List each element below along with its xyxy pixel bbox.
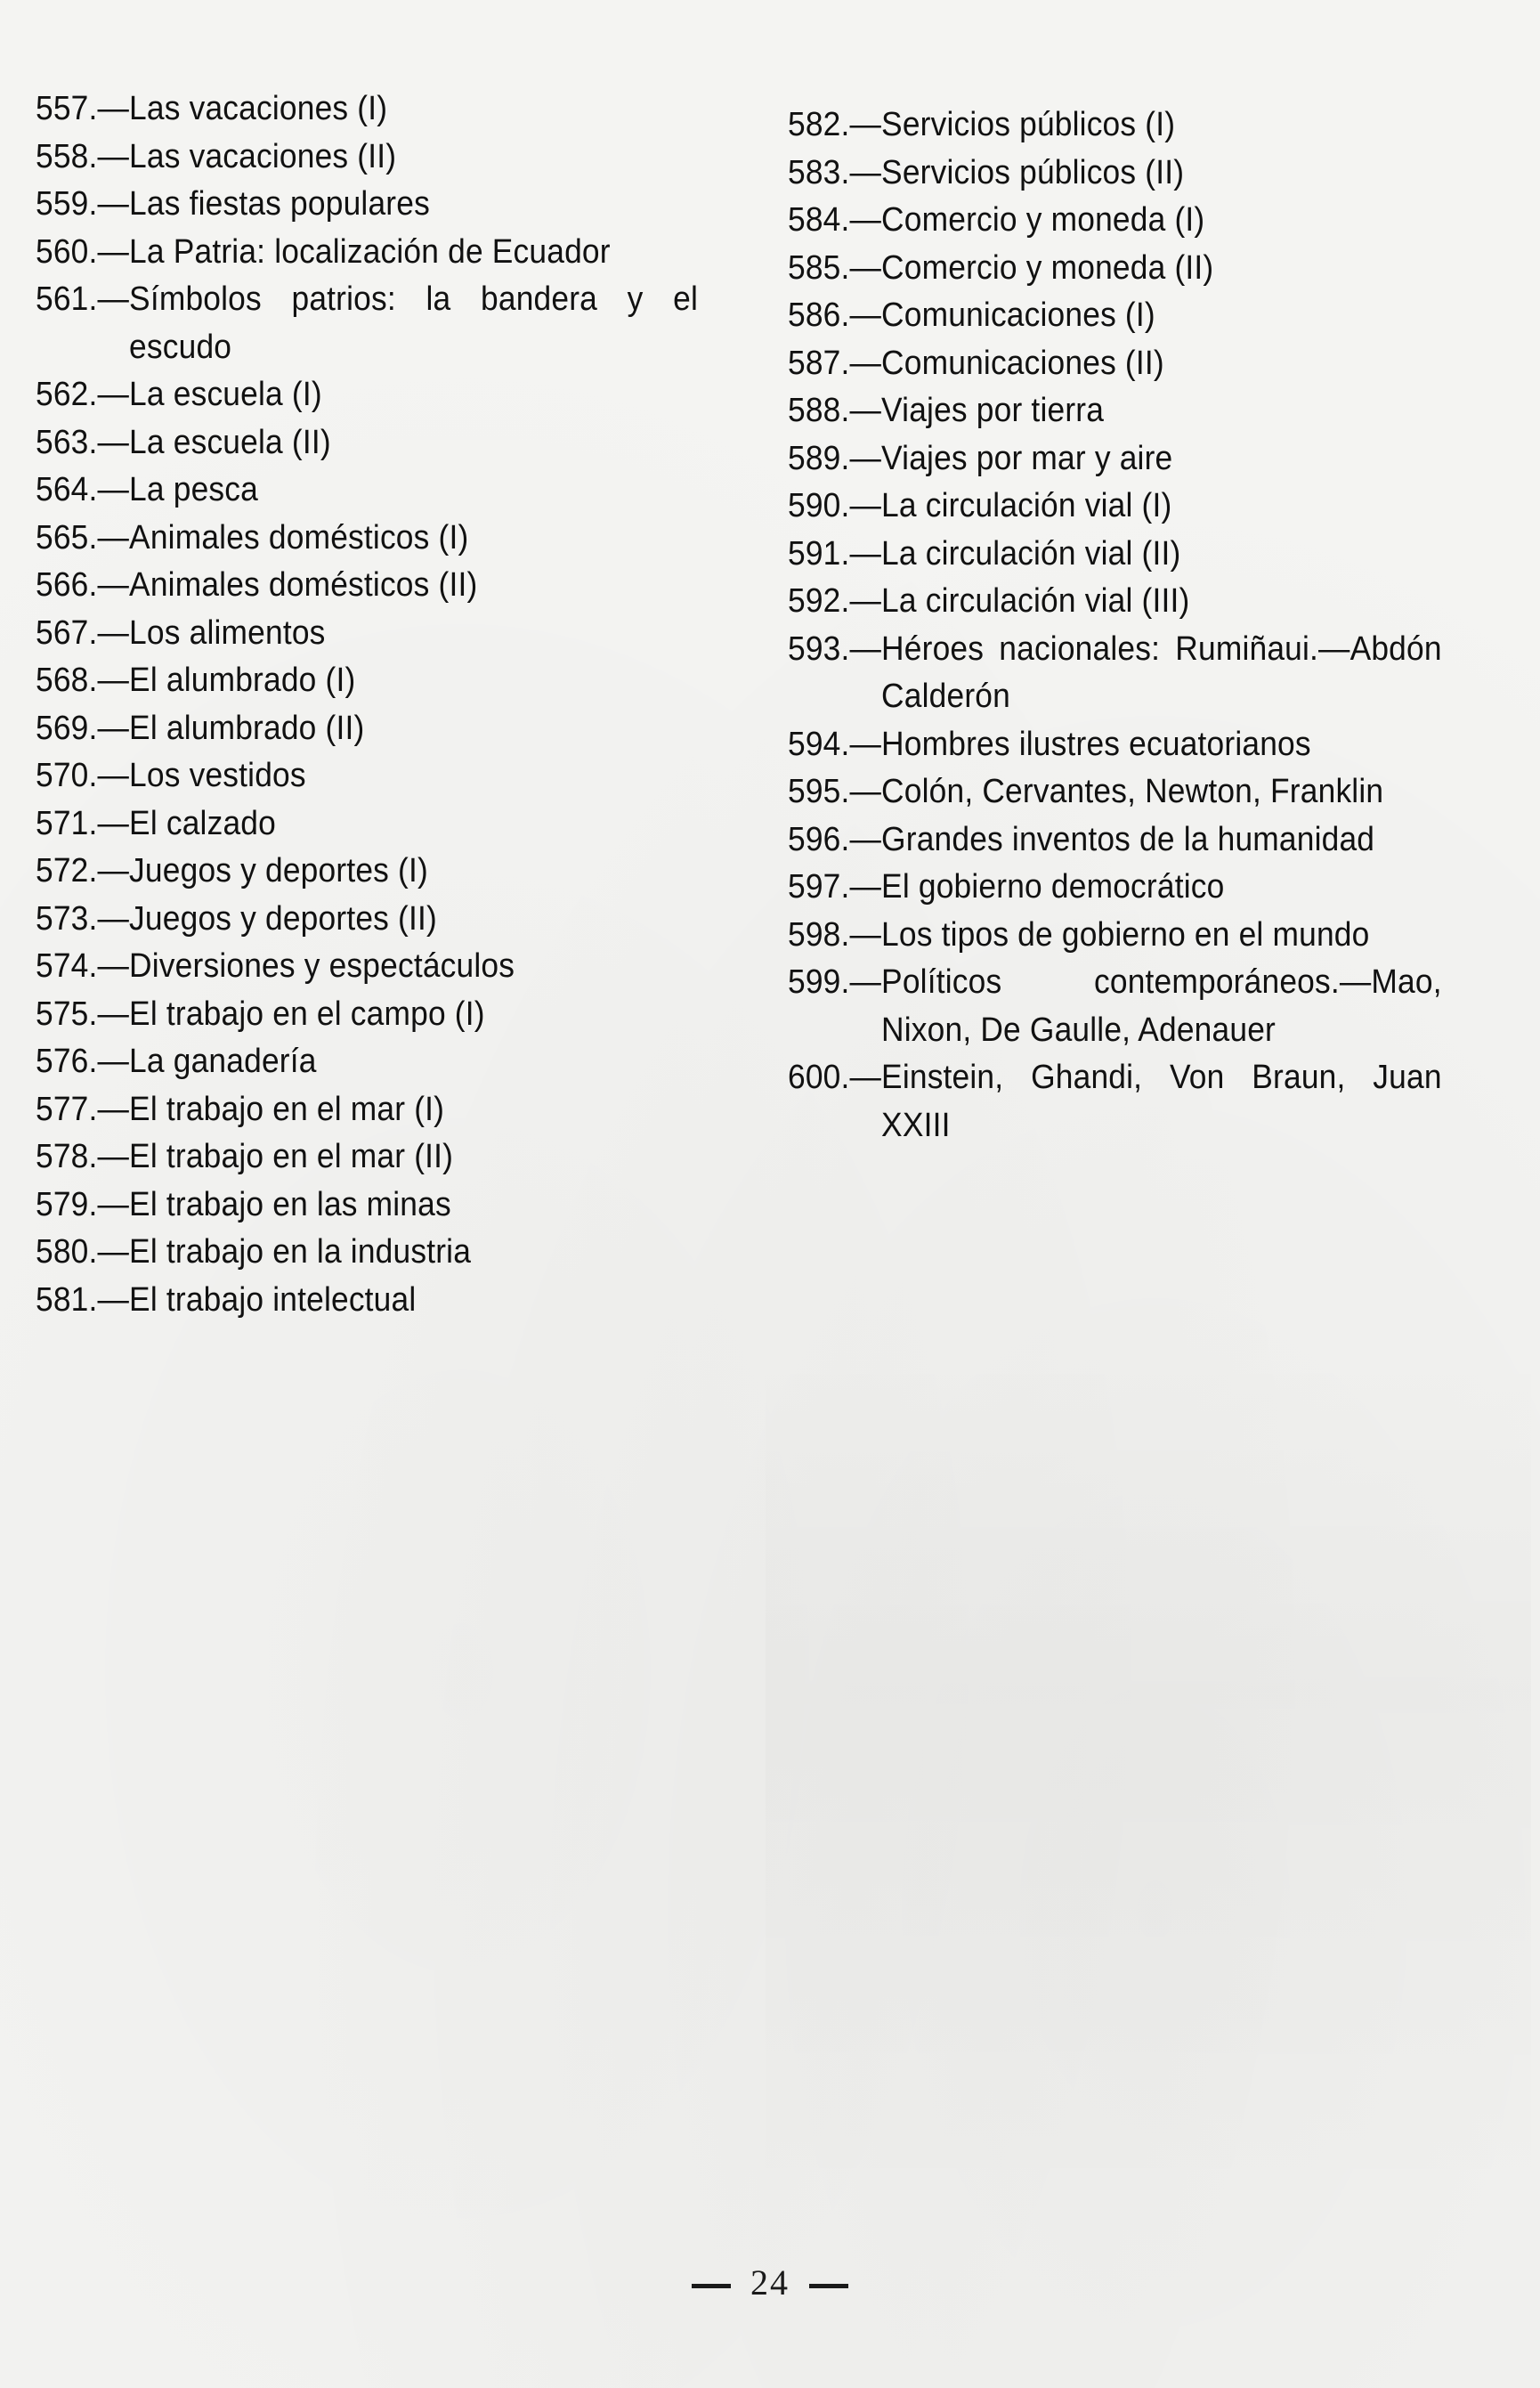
topic-separator: — [849,915,882,954]
topic-separator: — [849,344,882,382]
topic-separator: — [97,804,130,842]
topic-title: Los tipos de gobierno en el mundo [881,915,1370,954]
topic-number: 568. [36,662,98,699]
topic-separator: — [849,439,882,477]
topic-title: Juegos y deportes (I) [129,852,428,889]
topic-entry [788,340,1442,388]
topic-entry [788,864,1442,912]
topic-number: 595. [788,773,850,810]
topic-list-left [36,85,748,1324]
topic-entry [788,912,1442,960]
topic-entry [788,816,1442,865]
topic-separator: — [97,1138,130,1175]
topic-title: Juegos y deportes (II) [129,899,437,938]
page-number-dash-left [692,2284,731,2288]
topic-entry [36,943,698,991]
topic-title: Grandes inventos de la humanidad [881,820,1375,858]
topic-separator: — [97,709,130,747]
topic-separator: — [849,963,882,1001]
topic-separator: — [97,423,130,461]
topic-title: La ganadería [129,1043,317,1080]
topic-number: 586. [788,296,850,334]
topic-separator: — [849,582,882,620]
topic-number: 562. [36,376,98,413]
topic-number: 559. [36,185,98,223]
topic-separator: — [97,662,130,699]
topic-title: Los vestidos [129,757,306,794]
topic-separator: — [97,376,130,413]
topic-number: 573. [36,899,98,938]
topic-number: 572. [36,852,98,889]
topic-title: Símbolos patrios: la bandera y el escudo [129,280,699,366]
topic-separator: — [97,1090,130,1128]
topic-title: Hombres ilustres ecuatorianos [881,725,1311,763]
topic-title: Comercio y moneda (I) [881,201,1205,239]
topic-number: 560. [36,232,98,271]
topic-number: 588. [788,392,850,429]
topic-number: 585. [788,248,850,287]
topic-title: Animales domésticos (II) [129,566,478,604]
topic-list-right [788,102,1491,1149]
topic-title: El alumbrado (II) [129,709,365,747]
topic-separator: — [97,90,130,127]
topic-separator: — [97,185,130,223]
topic-entry [36,1229,698,1277]
topic-separator: — [849,820,882,858]
topic-number: 578. [36,1138,98,1175]
topic-entry [788,768,1442,816]
topic-number: 592. [788,582,850,620]
topic-title: Las vacaciones (I) [129,90,388,127]
topic-entry [36,610,698,658]
topic-separator: — [97,471,130,508]
topic-number: 593. [788,629,850,668]
topic-separator: — [97,613,130,652]
topic-entry [788,1054,1442,1149]
topic-title: Einstein, Ghandi, Von Braun, Juan XXIII [881,1059,1442,1144]
topic-number: 571. [36,804,98,842]
topic-separator: — [849,629,882,668]
topic-entry [788,721,1442,769]
topic-entry [36,657,698,705]
topic-separator: — [97,757,130,794]
topic-separator: — [97,1185,130,1223]
topic-number: 590. [788,487,850,524]
topic-separator: — [97,899,130,938]
topic-separator: — [97,852,130,889]
topic-entry [788,150,1442,198]
topic-entry [788,292,1442,340]
topic-entry [36,848,698,896]
topic-separator: — [849,392,882,429]
topic-title: La circulación vial (II) [881,534,1181,573]
topic-title: Servicios públicos (II) [881,153,1185,191]
topic-entry [788,245,1442,293]
topic-separator: — [97,947,130,985]
topic-entry [36,896,698,944]
topic-number: 565. [36,518,98,556]
topic-separator: — [97,280,130,318]
topic-number: 558. [36,137,98,175]
topic-entry [788,626,1442,721]
topic-title: El trabajo intelectual [129,1280,417,1319]
topic-number: 577. [36,1090,98,1128]
topic-number: 570. [36,757,98,794]
topic-separator: — [97,1280,130,1319]
page-number-value: 24 [750,2262,790,2303]
topic-number: 600. [788,1059,850,1096]
topic-title: El trabajo en el mar (I) [129,1090,445,1128]
topic-entry [36,467,698,515]
topic-title: El trabajo en la industria [129,1233,472,1271]
topic-entry [788,578,1442,626]
topic-entry [36,371,698,419]
topic-number: 584. [788,201,850,239]
topic-title: Viajes por mar y aire [881,439,1173,477]
topic-number: 566. [36,566,98,604]
topic-title: Las vacaciones (II) [129,137,397,175]
topic-title: La pesca [129,471,258,508]
topic-separator: — [97,518,130,556]
page-number-dash-right [809,2284,848,2288]
topic-entry [36,1038,698,1086]
topic-separator: — [97,232,130,271]
topic-title: Viajes por tierra [881,392,1105,429]
topic-entry [36,1182,698,1230]
topic-separator: — [849,201,882,239]
topic-entry [36,85,698,134]
topic-number: 561. [36,280,98,318]
topic-title: Diversiones y espectáculos [129,947,515,985]
topic-entry [36,562,698,610]
topic-entry [36,752,698,800]
topic-title: El calzado [129,804,276,842]
topic-title: Héroes nacionales: Rumiñaui.—Abdón Calderón [881,629,1442,715]
topic-title: El trabajo en el mar (II) [129,1138,454,1175]
topic-title: Políticos contemporáneos.—Mao, Nixon, De Gaulle, Adenauer [881,963,1442,1049]
topic-number: 582. [788,106,850,143]
topic-title: El alumbrado (I) [129,662,356,699]
topic-entry [36,800,698,849]
topic-separator: — [849,725,882,763]
topic-entry [36,134,698,182]
topic-title: La escuela (II) [129,423,331,461]
topic-number: 580. [36,1233,98,1271]
topic-title: El trabajo en el campo (I) [129,995,485,1033]
topic-entry [36,181,698,229]
topic-entry [36,991,698,1039]
topic-separator: — [97,566,130,604]
topic-title: El gobierno democrático [881,868,1225,906]
topic-number: 597. [788,868,850,906]
topic-title: Animales domésticos (I) [129,518,469,556]
topic-title: El trabajo en las minas [129,1185,451,1223]
topic-number: 569. [36,709,98,747]
topic-separator: — [849,106,882,143]
topic-number: 589. [788,439,850,477]
topic-entry [36,515,698,563]
topic-number: 567. [36,613,98,652]
topic-number: 563. [36,423,98,461]
topic-entry [36,1086,698,1134]
topic-separator: — [97,137,130,175]
topic-separator: — [849,868,882,906]
topic-title: Las fiestas populares [129,185,430,223]
topic-separator: — [97,1043,130,1080]
topic-entry [788,959,1442,1054]
topic-number: 575. [36,995,98,1033]
topic-entry [36,229,698,277]
topic-number: 587. [788,344,850,382]
topic-separator: — [849,534,882,573]
topic-number: 574. [36,947,98,985]
topic-number: 579. [36,1185,98,1223]
topic-title: Comercio y moneda (II) [881,248,1214,287]
topic-number: 594. [788,725,850,763]
topic-entry [36,276,698,371]
topic-separator: — [849,487,882,524]
topic-entry [36,1133,698,1182]
topic-entry [788,197,1442,245]
topic-separator: — [849,153,882,191]
topic-separator: — [849,248,882,287]
topic-entry [36,419,698,467]
page-number [0,2262,1540,2303]
topic-separator: — [849,773,882,810]
topic-number: 581. [36,1280,98,1319]
topic-title: La escuela (I) [129,376,322,413]
topic-number: 591. [788,534,850,573]
topic-title: Comunicaciones (I) [881,296,1155,334]
topic-number: 598. [788,915,850,954]
topic-entry [788,531,1442,579]
topic-title: Comunicaciones (II) [881,344,1164,382]
topic-title: Colón, Cervantes, Newton, Franklin [881,773,1384,810]
topic-number: 557. [36,90,98,127]
topic-title: La circulación vial (I) [881,487,1172,524]
topic-number: 576. [36,1043,98,1080]
topic-entry [788,435,1442,483]
topic-number: 583. [788,153,850,191]
topic-title: La circulación vial (III) [881,582,1190,620]
topic-entry [36,1277,698,1325]
topic-title: Los alimentos [129,613,326,652]
topic-separator: — [849,296,882,334]
topic-number: 564. [36,471,98,508]
topic-entry [788,102,1442,150]
topic-entry [788,483,1442,531]
topic-title: Servicios públicos (I) [881,106,1176,143]
topic-separator: — [97,1233,130,1271]
topic-number: 599. [788,963,850,1001]
topic-title: La Patria: localización de Ecuador [129,232,611,271]
topic-entry [788,387,1442,435]
topic-separator: — [97,995,130,1033]
topic-entry [36,705,698,753]
topic-separator: — [849,1059,882,1096]
bleed-through-texture [766,1336,1531,2226]
topic-number: 596. [788,820,850,858]
